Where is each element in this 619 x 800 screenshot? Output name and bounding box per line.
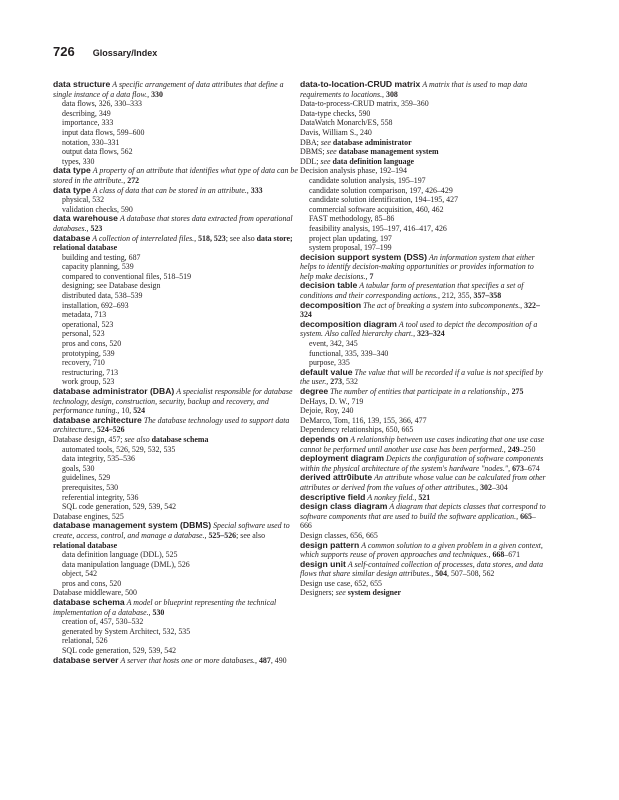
subentry-text: referential integrity, 536 xyxy=(62,492,139,502)
term-definition: An information system that either helps to identify decision-making opportunities or provides information to help make decisions., xyxy=(300,252,535,281)
index-subentry xyxy=(53,281,299,291)
index-entry-text: Data-to-process-CRUD matrix, 359–360 xyxy=(300,99,429,109)
subentry-text: work group, 523 xyxy=(62,377,115,387)
subentry-text: types, 330 xyxy=(62,156,95,166)
index-entry-text: Database middleware, 500 xyxy=(53,588,137,598)
index-entry xyxy=(300,579,546,589)
index-entry-text: Dependency relationships, 650, 665 xyxy=(300,425,414,435)
subentry-text: installation, 692–693 xyxy=(62,300,129,310)
subentry-text: prototyping, 539 xyxy=(62,348,115,358)
index-entry xyxy=(53,214,299,233)
subentry-text: describing, 349 xyxy=(62,108,111,118)
term-definition: Special software used to create, access, control, and manage a database., xyxy=(53,521,290,540)
subentry-text: FAST methodology, 85–86 xyxy=(309,214,395,224)
index-subentry xyxy=(53,464,299,474)
index-term: data-to-location-CRUD matrix xyxy=(300,79,421,89)
subentry-text: commercial software acquisition, 460, 462 xyxy=(309,204,444,214)
index-entry xyxy=(300,147,546,157)
index-entry-text: Database engines, 525 xyxy=(53,511,124,521)
definition-page-ref: 665 xyxy=(520,511,532,521)
index-term: decomposition xyxy=(300,299,362,310)
cross-reference: database management system xyxy=(338,147,439,157)
index-term: database architecture xyxy=(53,414,142,425)
index-entry xyxy=(300,541,546,560)
index-term: design unit xyxy=(300,558,346,569)
term-definition: A property of an attribute that identifies what type of data can be stored in the attribute., xyxy=(53,166,298,185)
index-subentry xyxy=(53,550,299,560)
index-subentry xyxy=(53,262,299,272)
term-definition: A database that stores data extracted from operational databases., xyxy=(53,214,293,233)
subentry-text: physical, 532 xyxy=(62,195,105,205)
see-also: see xyxy=(318,137,331,147)
page-refs-tail: , 532 xyxy=(342,377,358,387)
index-entry xyxy=(53,416,299,435)
subentry-text: functional, 335, 339–340 xyxy=(309,348,389,358)
subentry-text: recovery, 710 xyxy=(62,358,105,368)
subentry-text: data definition language (DDL), 525 xyxy=(62,550,178,560)
page-refs-tail: –304 xyxy=(491,482,508,492)
subentry-text: data manipulation language (DML), 526 xyxy=(62,559,190,569)
index-subentry xyxy=(53,493,299,503)
subentry-text: SQL code generation, 529, 539, 542 xyxy=(62,502,177,512)
index-column-right xyxy=(300,80,546,598)
term-definition: A relationship between use cases indicating that one use case cannot be performed until another use case has been performed., xyxy=(300,434,545,454)
definition-page-ref: 357–358 xyxy=(473,291,502,301)
index-subentry xyxy=(53,320,299,330)
subentry-text: guidelines, 529 xyxy=(62,473,111,483)
see-also: see also xyxy=(122,434,150,444)
index-entry xyxy=(53,234,299,253)
index-entry xyxy=(300,301,546,320)
index-entry xyxy=(300,473,546,492)
index-entry xyxy=(300,387,546,397)
index-entry xyxy=(300,138,546,148)
index-entry xyxy=(53,387,299,416)
subentry-text: relational, 526 xyxy=(62,636,108,646)
subentry-text: data flows, 326, 330–333 xyxy=(62,99,142,109)
index-entry-text: Design use case, 652, 655 xyxy=(300,578,382,588)
index-entry xyxy=(300,454,546,473)
index-term: default value xyxy=(300,366,353,377)
definition-page-ref: 487 xyxy=(258,655,271,665)
index-term: database xyxy=(53,232,91,243)
index-subentry xyxy=(53,272,299,282)
index-subentry xyxy=(53,138,299,148)
subentry-text: designing; see Database design xyxy=(62,281,161,291)
subentry-text: SQL code generation, 529, 539, 542 xyxy=(62,646,177,656)
index-term: data warehouse xyxy=(53,213,118,224)
subentry-text: creation of, 457, 530–532 xyxy=(62,617,144,627)
page-refs-tail: ; see also xyxy=(236,530,266,540)
cross-reference: database administrator xyxy=(332,137,412,147)
index-subentry xyxy=(300,339,546,349)
term-definition: A tabular form of presentation that specifies a set of conditions and their corresponding actions., xyxy=(300,281,524,301)
subentry-text: candidate solution comparison, 197, 426–429 xyxy=(309,185,453,195)
subentry-text: purpose, 335 xyxy=(309,358,350,368)
index-term: data structure xyxy=(53,79,111,89)
index-term: derived attr0ibute xyxy=(300,472,373,483)
index-entry-text: DBMS; xyxy=(300,147,325,157)
term-definition: A matrix that is used to map data requirements to locations., xyxy=(300,80,528,99)
cross-reference: database schema xyxy=(151,434,209,444)
subentry-text: restructuring, 713 xyxy=(62,367,119,377)
index-subentry xyxy=(300,176,546,186)
index-entry-text: DBA; xyxy=(300,137,319,147)
index-entry-text: DataWatch Monarch/ES, 558 xyxy=(300,118,393,128)
index-entry-text: Dejoie, Roy, 240 xyxy=(300,406,354,416)
definition-page-ref: 322–324 xyxy=(300,300,540,320)
subentry-text: capacity planning, 539 xyxy=(62,262,134,272)
index-entry xyxy=(300,560,546,579)
index-column-left xyxy=(53,80,299,665)
index-term: decision support system (DSS) xyxy=(300,251,428,262)
page-refs-tail: –666 xyxy=(300,511,536,531)
page-refs-tail: –674 xyxy=(523,463,540,473)
index-entry xyxy=(53,186,299,196)
definition-page-ref: 668 xyxy=(492,550,505,560)
page-refs: 10, xyxy=(121,406,134,416)
index-term: descriptive field xyxy=(300,491,366,502)
index-subentry xyxy=(300,224,546,234)
index-term: decision table xyxy=(300,280,358,291)
index-entry xyxy=(53,521,299,550)
index-entry xyxy=(300,128,546,138)
index-entry xyxy=(300,588,546,598)
index-entry xyxy=(300,281,546,300)
term-definition: The database technology used to support data architecture., xyxy=(53,415,290,435)
index-entry-text: Davis, William S., 240 xyxy=(300,127,372,137)
index-entry xyxy=(300,397,546,407)
index-subentry xyxy=(53,358,299,368)
index-subentry xyxy=(53,445,299,455)
definition-page-ref: 673 xyxy=(512,463,524,473)
see-also: see xyxy=(333,588,346,598)
index-entry xyxy=(300,118,546,128)
index-term: degree xyxy=(300,386,329,396)
subentry-text: automated tools, 526, 529, 532, 535 xyxy=(62,444,176,454)
subentry-text: operational, 523 xyxy=(62,319,114,329)
index-term: decomposition diagram xyxy=(300,318,397,329)
index-subentry xyxy=(53,118,299,128)
index-term: design pattern xyxy=(300,539,360,550)
index-subentry xyxy=(53,291,299,301)
definition-page-ref: 524–526 xyxy=(96,425,125,435)
definition-page-ref: 308 xyxy=(386,89,398,99)
index-entry xyxy=(300,435,546,454)
subentry-text: pros and cons, 520 xyxy=(62,578,122,588)
index-entry xyxy=(53,80,299,99)
subentry-text: metadata, 713 xyxy=(62,310,107,320)
index-term: deployment diagram xyxy=(300,453,385,464)
term-definition: A class of data that can be stored in an attribute., xyxy=(92,185,249,195)
index-subentry xyxy=(53,128,299,138)
index-term: database server xyxy=(53,654,119,665)
subentry-text: generated by System Architect, 532, 535 xyxy=(62,626,191,636)
term-definition: A diagram that depicts classes that correspond to software components that are used to build the software application., xyxy=(300,502,546,521)
subentry-text: object, 542 xyxy=(62,569,98,579)
subentry-text: candidate solution analysis, 195–197 xyxy=(309,175,426,185)
term-definition: A tool used to depict the decomposition of a system. Also called hierarchy chart., xyxy=(300,319,538,339)
index-entry xyxy=(300,166,546,176)
index-subentry xyxy=(53,579,299,589)
index-entry xyxy=(300,80,546,99)
index-subentry xyxy=(53,454,299,464)
index-entry xyxy=(53,656,299,666)
index-entry xyxy=(300,406,546,416)
subentry-text: importance, 333 xyxy=(62,118,114,128)
subentry-text: system proposal, 197–199 xyxy=(309,243,392,253)
page-number: 726 xyxy=(53,44,75,59)
cross-reference: relational database xyxy=(53,540,118,550)
term-definition: A common solution to a given problem in a given context, which supports reuse of proven approaches and techniques., xyxy=(300,540,543,560)
term-definition: Depicts the configuration of software components within the physical architecture of the system's hardware "nodes.", xyxy=(300,454,544,473)
cross-reference: system designer xyxy=(347,588,402,598)
index-entry xyxy=(53,435,299,445)
index-subentry xyxy=(53,349,299,359)
index-entry-text: DeMarco, Tom, 116, 139, 155, 366, 477 xyxy=(300,415,427,425)
subentry-text: pros and cons, 520 xyxy=(62,339,122,349)
index-subentry xyxy=(300,205,546,215)
definition-page-ref: 333 xyxy=(250,185,263,195)
index-subentry xyxy=(53,253,299,263)
subentry-text: feasibility analysis, 195–197, 416–417, 426 xyxy=(309,223,447,233)
index-entry-text: Decision analysis phase, 192–194 xyxy=(300,166,407,176)
term-definition: A nonkey field., xyxy=(367,492,417,502)
index-entry xyxy=(300,502,546,531)
definition-page-ref: 518, 523 xyxy=(198,233,226,243)
definition-page-ref: 525–526 xyxy=(208,530,237,540)
index-entry-text: DDL; xyxy=(300,156,319,166)
index-term: depends on xyxy=(300,433,349,444)
definition-page-ref: 530 xyxy=(152,607,165,617)
subentry-text: goals, 530 xyxy=(62,463,95,473)
subentry-text: candidate solution identification, 194–195, 427 xyxy=(309,195,459,205)
index-subentry xyxy=(53,109,299,119)
definition-page-ref: 521 xyxy=(418,492,431,502)
term-definition: A server that hosts one or more databases., xyxy=(120,655,257,665)
subentry-text: output data flows, 562 xyxy=(62,147,133,157)
index-subentry xyxy=(53,473,299,483)
index-entry-text: Database design, 457; xyxy=(53,434,123,444)
index-subentry xyxy=(53,569,299,579)
subentry-text: input data flows, 599–600 xyxy=(62,127,145,137)
index-subentry xyxy=(300,214,546,224)
index-term: data type xyxy=(53,165,91,176)
index-entry-text: DeHays, D. W., 719 xyxy=(300,396,364,406)
term-definition: A specialist responsible for database technology, design, construction, security, backup and recovery, and performance tuning., xyxy=(53,387,293,416)
cross-reference: data definition language xyxy=(332,156,415,166)
definition-page-ref: 330 xyxy=(151,89,163,99)
subentry-text: notation, 330–331 xyxy=(62,137,120,147)
index-term: database administrator (DBA) xyxy=(53,386,175,396)
page-refs-tail: , 507–508, 562 xyxy=(447,569,495,579)
index-term: data type xyxy=(53,184,91,195)
see-also: see xyxy=(324,147,337,157)
index-subentry xyxy=(53,99,299,109)
index-subentry xyxy=(53,195,299,205)
term-definition: The value that will be recorded if a value is not specified by the user., xyxy=(300,367,543,387)
definition-page-ref: 249 xyxy=(507,444,520,454)
index-subentry xyxy=(53,301,299,311)
definition-page-ref: 524 xyxy=(133,406,146,416)
page-refs-tail: –250 xyxy=(519,444,536,454)
subentry-text: building and testing, 687 xyxy=(62,252,141,262)
definition-page-ref: 504 xyxy=(435,569,448,579)
index-term: design class diagram xyxy=(300,501,388,512)
index-entry xyxy=(53,598,299,617)
term-definition: An attribute whose value can be calculated from other attributes or derived from the values of other attributes., xyxy=(300,473,546,492)
index-entry xyxy=(300,253,546,282)
index-subentry xyxy=(300,195,546,205)
index-subentry xyxy=(300,186,546,196)
index-term: database schema xyxy=(53,597,125,608)
subentry-text: validation checks, 590 xyxy=(62,204,133,214)
subentry-text: project plan updating, 197 xyxy=(309,233,392,243)
subentry-text: compared to conventional files, 518–519 xyxy=(62,271,192,281)
index-subentry xyxy=(53,329,299,339)
index-term: database management system (DBMS) xyxy=(53,520,212,531)
index-subentry xyxy=(53,560,299,570)
definition-page-ref: 523 xyxy=(90,223,103,233)
page-refs-tail: –671 xyxy=(504,550,521,560)
definition-page-ref: 323–324 xyxy=(417,329,445,339)
running-head: Glossary/Index xyxy=(92,48,158,58)
subentry-text: personal, 523 xyxy=(62,329,105,339)
page-refs: 212, 355, xyxy=(441,291,474,301)
index-entry xyxy=(53,166,299,185)
page-refs-tail: ; see also xyxy=(225,233,255,243)
page-refs-tail: , 490 xyxy=(270,655,287,665)
index-subentry xyxy=(53,617,299,627)
index-entry xyxy=(300,416,546,426)
index-entry-text: Data-type checks, 590 xyxy=(300,108,371,118)
index-entry xyxy=(300,368,546,387)
subentry-text: event, 342, 345 xyxy=(309,339,358,349)
index-subentry xyxy=(300,349,546,359)
index-subentry xyxy=(53,147,299,157)
definition-page-ref: 273 xyxy=(330,377,343,387)
index-entry xyxy=(300,109,546,119)
index-subentry xyxy=(53,483,299,493)
term-definition: The act of breaking a system into subcomponents., xyxy=(363,300,523,310)
definition-page-ref: 7 xyxy=(369,271,374,281)
definition-page-ref: 272 xyxy=(127,175,140,185)
index-subentry xyxy=(53,339,299,349)
index-entry xyxy=(300,99,546,109)
subentry-text: distributed data, 538–539 xyxy=(62,291,143,301)
index-entry-text: Designers; xyxy=(300,588,334,598)
term-definition: A self-contained collection of processes, data stores, and data flows that share similar design attributes., xyxy=(300,559,544,579)
index-entry xyxy=(300,320,546,339)
subentry-text: prerequisites, 530 xyxy=(62,482,119,492)
index-subentry xyxy=(300,234,546,244)
term-definition: The number of entities that participate in a relationship., xyxy=(330,387,510,396)
subentry-text: data integrity, 535–536 xyxy=(62,454,135,464)
term-definition: A collection of interrelated files., xyxy=(92,233,197,243)
index-entry-text: Design classes, 656, 665 xyxy=(300,530,378,540)
see-also: see xyxy=(318,156,331,166)
page-header xyxy=(53,44,157,59)
index-subentry xyxy=(53,368,299,378)
term-definition: A specific arrangement of data attributes that define a single instance of a data flow., xyxy=(53,80,284,99)
index-subentry xyxy=(53,310,299,320)
definition-page-ref: 275 xyxy=(511,387,524,396)
term-definition: A model or blueprint representing the technical implementation of a database., xyxy=(53,598,277,617)
index-subentry xyxy=(53,627,299,637)
cross-reference: data store; relational database xyxy=(53,233,293,253)
index-subentry xyxy=(53,636,299,646)
index-subentry xyxy=(53,502,299,512)
definition-page-ref: 302 xyxy=(480,482,492,492)
index-entry xyxy=(300,157,546,167)
